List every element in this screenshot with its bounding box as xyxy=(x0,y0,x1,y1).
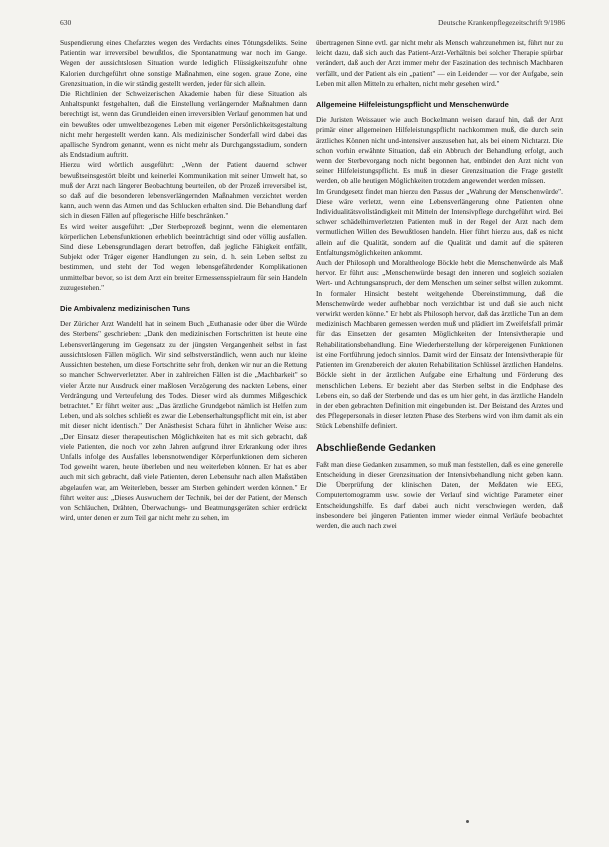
right-column xyxy=(316,38,563,531)
section-heading: Die Ambivalenz medizinischen Tuns xyxy=(60,304,190,314)
scan-dot xyxy=(466,820,469,823)
paragraph: Der Züricher Arzt Wandeltl hat in seinem Buch „Euthanasie oder über die Würde des Sterbens" geschrieben: „Dank den medizinischen Fortschritten ist heute eine Lebensverlängerung im Gegensatz zu der jüngsten Vergangenheit selbst in fast aussichtslosen Fällen möglich. Wir sind selbstverständlich, wenn auch nur kleine Aussichten bestehen, um diese Fortschritte sehr froh, denken wir nur an die Rettung so mancher Schwerverletzter. Aber in zahlreichen Fällen ist die „Machbarkeit" so vieler Ärzte nur Ausdruck einer maßlosen Verzögerung des nackten Lebens, einer Verdrängung und Verteufelung des Todes. Dieser wird als dummes Mißgeschick betrachtet." Er führt weiter aus: „Das ärztliche Grundgebot nämlich ist Helfen zum Leben, und als solches schließt es zwar die Lebenserhaltungspflicht mit ein, ist aber mit dieser nicht identisch." Der Anästhesist Schara führt in ähnlicher Weise aus: „Der Einsatz dieser therapeutischen Möglichkeiten hat es mit sich gebracht, daß viele Patienten, die noch vor zehn Jahren aufgrund ihrer Erkrankung oder ihres Unfalls infolge des Ausfalles lebensnotwendiger Körperfunktionen dem sicheren Tod geweiht waren, heute überleben und neu weiterleben können. Er hat es aber auch mit sich gebracht, daß viele Patienten, deren Lebensuhr nach allen Maßstäben abgelaufen war, am Weiterleben, besser am Sterben gehindert werden können." Er führt weiter aus: „Dieses Auswuchern der Technik, bei der der Patient, der Mensch von Schläuchen, Drähten, Überwachungs- und Beatmungsgeräten schier erdrückt wird, unter denen er zum Teil gar nicht mehr zu sehen, im xyxy=(60,319,307,523)
paragraph: Hierzu wird wörtlich ausgeführt: „Wenn der Patient dauernd schwer bewußtseinsgestört bleibt und keinerlei Kommunikation mit seiner Umwelt hat, so muß der Arzt nach längerer Beobachtung beurteilen, ob der Prozeß irreversibel ist, so daß auf die besonderen lebensverlängernden Maßnahmen verzichtet werden kann, auch wenn das Atmen und das Schlucken erhalten sind. Die Behandlung darf sich in diesen Fällen auf pflegerische Hilfe beschränken." xyxy=(60,160,307,221)
paragraph: Es wird weiter ausgeführt: „Der Sterbeprozeß beginnt, wenn die elementaren körperlichen Lebensfunktionen erheblich beeinträchtigt sind oder völlig ausfallen. Sind diese Lebensgrundlagen derart betroffen, daß jegliche Fähigkeit entfällt, Subjekt oder Träger eigener Handlungen zu sein, d. h. sein Leben selbst zu bestimmen, und steht der Tod wegen lebensgefährdender Komplikationen unmittelbar bevor, so ist dem Arzt ein breiter Ermessensspielraum für sein Handeln zuzugestehen." xyxy=(60,221,307,292)
paragraph: Suspendierung eines Chefarztes wegen des Verdachts eines Tötungsdelikts. Seine Patientin war irreversibel bewußtlos, die Spontanatmung war noch im Gange. Wegen der aussichtslosen Situation wurde lediglich Flüssigkeitszufuhr ohne Kalorien durchgeführt ohne sonstige Maßnahmen, eine sogen. graue Zone, eine Grenzsituation, in die wir ständig gestellt werden, jeder für sich allein. xyxy=(60,38,307,88)
paragraph: Die Juristen Weissauer wie auch Bockelmann weisen darauf hin, daß der Arzt primär einer allgemeinen Hilfeleistungspflicht nachkommen muß, die durch sein ärztliches Können nicht und-intensiver auszusehen hat, als bei einem Nichtarzt. Die schon vorhin erwähnte Situation, daß ein Abbruch der Behandlung erfolgt, auch wenn der Sterbevorgang noch nicht begonnen hat, entbindet den Arzt nicht von seiner Hilfeleistungspflicht. Es muß in dieser Grenzsituation die Frage gestellt werden, ob alle heutigen Möglichkeiten trotzdem angewendet werden müssen. xyxy=(316,115,563,186)
paragraph: Die Richtlinien der Schweizerischen Akademie haben für diese Situation als Anhaltspunkt festgehalten, daß die Einstellung verlängernder Maßnahmen dann berechtigt ist, wenn das Grundleiden einen irreversiblen Verlauf genommen hat und ein bewußtes oder umweltbezogenes Leben mit eigener Persönlichkeitsgestaltung nicht mehr hergestellt werden kann. Als medizinischer Sonderfall wird dabei das apallische Syndrom genannt, wenn es nicht mehr als Durchgangsstadium, sondern als Endstadium auftritt. xyxy=(60,89,307,160)
journal-title: Deutsche Krankenpflegezeitschrift 9/1986 xyxy=(437,18,565,27)
left-column xyxy=(60,38,307,523)
paragraph: Auch der Philosoph und Moraltheologe Böckle hebt die Menschenwürde als Maß hervor. Er führt aus: „Menschenwürde besagt den inneren und sogleich sozialen Wert- und Achtungsanspruch, der dem Menschen um seiner selbst willen zukommt. In formaler Hinsicht besteht weitgehende Übereinstimmung, daß die Menschenwürde weder aufhebbar noch verzichtbar ist und daß sie auch nicht verwirkt werden könne." Er hebt als Philosoph hervor, daß das ärztliche Tun an dem medizinisch Machbaren gemessen werden muß und plädiert im Zweifelsfall primär für das Einsetzen der gesamten Möglichkeiten der Intensivtherapie und Rehabilitationsbehandlung. Eine Wiederherstellung der körpereigenen Funktionen ist eine Fortführung jedoch sinnlos. Damit wird der Einsatz der Intensivtherapie für Patienten im Grenzbereich der akuten Rehabilitation Schlüssel ärztlichen Handelns. Böckle sieht in der ärztlichen Aufgabe eine Erhaltung und Förderung des menschlichen Lebens. Er bezieht aber das Sterben selbst in die Endphase des Lebens ein, so daß der Sterbende und das es um hier geht, in das ärztliche Handeln in der eben gebrachten Definition mit eingebunden ist. Der Beistand des Arztes und des Pflegepersonals in dieser letzten Phase des Sterbens wird von ihm damit als ein Stück Lebenshilfe definiert. xyxy=(316,258,563,431)
page-number: 630 xyxy=(60,18,72,27)
paragraph: übertragenen Sinne evtl. gar nicht mehr als Mensch wahrzunehmen ist, führt nur zu leicht dazu, daß sich auch das Patient-Arzt-Verhältnis bei solcher Therapie spürbar verändert, daß auch der Arzt immer mehr der Faszination des technisch Machbaren verfällt, und der Patient als ein „patient" — ein Leidender — vor der Aufgabe, sein Leben mit allen Mitteln zu erhalten, nicht mehr gesehen wird." xyxy=(316,38,563,88)
paragraph: Im Grundgesetz findet man hierzu den Passus der „Wahrung der Menschenwürde". Diese wäre verletzt, wenn eine Lebensverlängerung ohne Patienten ohne Individualitätsvollständigkeit mit Mitteln der Intensivpflege durchgeführt wird. Bei schwer schädelhirnverletzten Patienten muß in der Regel der Arzt nach dem vermutlichen Willen des Bewußtlosen handeln. Hier führt hierzu aus, daß es nicht allein auf die Qualität, sondern auf die Qualität und damit auf die späteren Entfaltungsmöglichkeiten ankommt. xyxy=(316,186,563,257)
page-header xyxy=(60,18,565,27)
paragraph: Faßt man diese Gedanken zusammen, so muß man feststellen, daß es eine generelle Entscheidung in dieser Grenzsituation der Intensivbehandlung nicht geben kann. Die Überprüfung der klinischen Daten, der Meßdaten wie EEG, Computertomogramm usw. sowie der Verlauf sind wichtige Parameter einer Entscheidungshilfe. Es darf dabei auch nicht verschwiegen werden, daß insbesondere bei jüngeren Patienten immer wieder einmal Verläufe beobachtet werden, die auch nach zwei xyxy=(316,459,563,530)
section-heading: Allgemeine Hilfeleistungspflicht und Menschenwürde xyxy=(316,100,509,110)
section-heading-large: Abschließende Gedanken xyxy=(316,442,436,454)
